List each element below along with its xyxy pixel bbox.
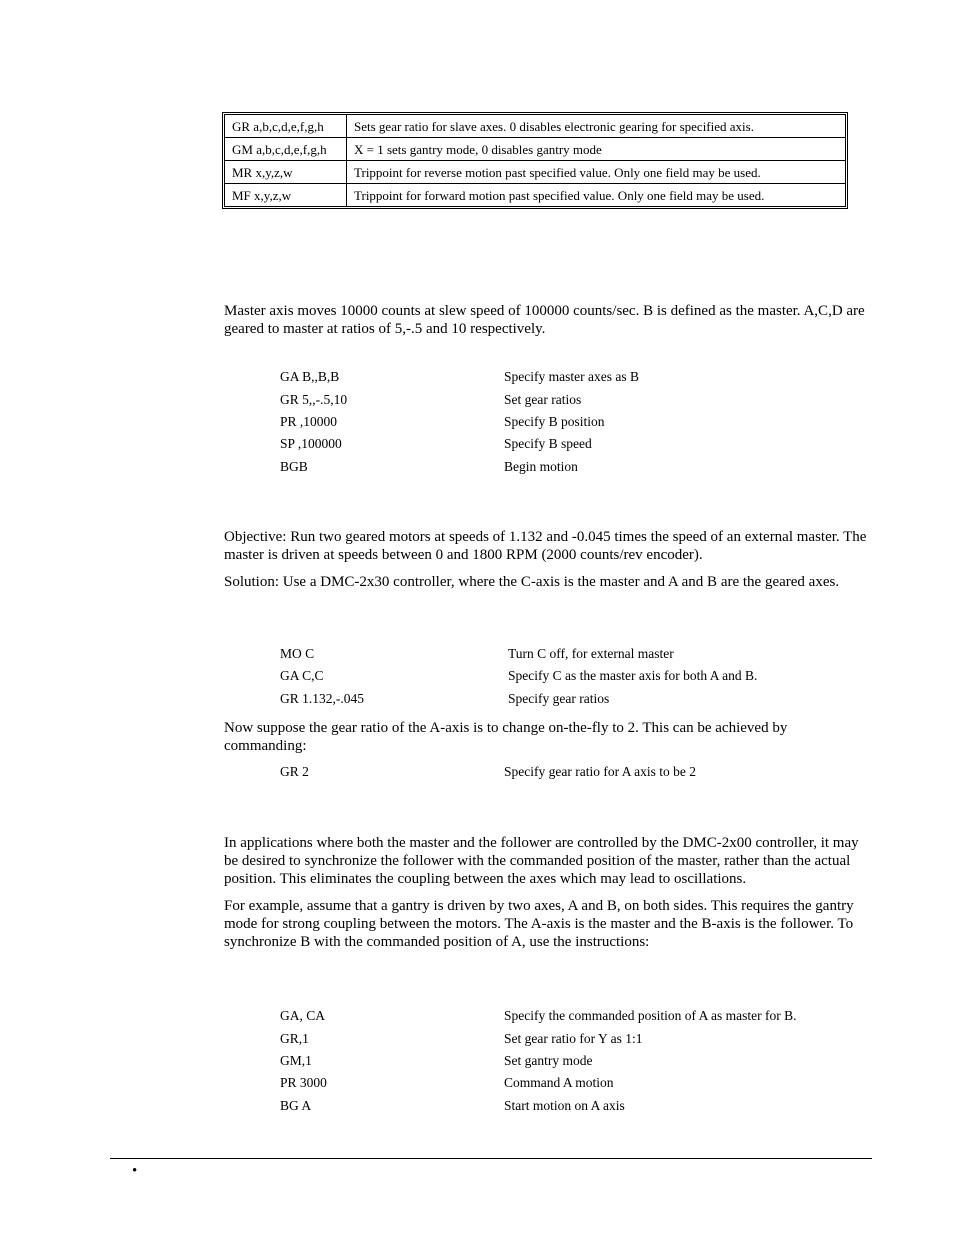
code-command: PR 3000 [280,1075,327,1090]
command-cell: MF x,y,z,w [225,184,347,207]
code-command: GM,1 [280,1053,312,1068]
description-cell: Trippoint for reverse motion past specified value. Only one field may be used. [347,161,846,184]
code-command: SP ,100000 [280,436,342,451]
code-comment: Command A motion [504,1075,614,1090]
command-cell: GR a,b,c,d,e,f,g,h [225,115,347,138]
footer-divider [110,1158,872,1159]
code-command: BGB [280,459,308,474]
example3-paragraph: In applications where both the master and the follower are controlled by the DMC-2x00 controller, it may be desired to synchronize the follower with the commanded position of the master, rather than the actual position. This eliminates the coupling between the axes which may lead to oscillations. [224,835,859,887]
code-comment: Set gear ratio for Y as 1:1 [504,1031,643,1046]
code-command: MO C [280,646,315,661]
example3-paragraph: For example, assume that a gantry is driven by two axes, A and B, on both sides. This requires the gantry mode for strong coupling between the motors. The A-axis is the master and the B-axis is the follower. To synchronize B with the commanded position of A, use the instructions: [224,898,854,950]
example2-followup: Now suppose the gear ratio of the A-axis is to change on-the-fly to 2. This can be achieved by commanding: [224,720,788,754]
code-comment: Set gear ratios [504,392,582,407]
code-command: BG A [280,1098,312,1113]
code-command: GA, CA [280,1008,326,1023]
code-command: GA B,,B,B [280,369,340,384]
example2-objective: Objective: Run two geared motors at speeds of 1.132 and -0.045 times the speed of an external master. The master is driven at speeds between 0 and 1800 RPM (2000 counts/rev encoder). [224,529,867,563]
command-table [222,112,848,209]
description-cell: Sets gear ratio for slave axes. 0 disables electronic gearing for specified axis. [347,115,846,138]
code-comment: Specify gear ratios [508,691,610,706]
code-command: GR 2 [280,764,309,779]
code-comment: Set gantry mode [504,1053,593,1068]
description-cell: X = 1 sets gantry mode, 0 disables gantry mode [347,138,846,161]
command-cell: GM a,b,c,d,e,f,g,h [225,138,347,161]
footer-bullet: • [132,1163,138,1179]
code-command: GR 5,,-.5,10 [280,392,348,407]
example2-solution: Solution: Use a DMC-2x30 controller, where the C-axis is the master and A and B are the geared axes. [224,574,840,590]
code-comment: Specify master axes as B [504,369,639,384]
code-comment: Turn C off, for external master [508,646,674,661]
description-cell: Trippoint for forward motion past specified value. Only one field may be used. [347,184,846,207]
code-comment: Specify C as the master axis for both A and B. [508,668,758,683]
code-command: PR ,10000 [280,414,338,429]
code-comment: Specify B position [504,414,605,429]
code-comment: Specify the commanded position of A as master for B. [504,1008,797,1023]
table-row [225,115,846,138]
code-comment: Specify gear ratio for A axis to be 2 [504,764,696,779]
code-comment: Specify B speed [504,436,592,451]
table-row [225,138,846,161]
example1-intro: Master axis moves 10000 counts at slew speed of 100000 counts/sec. B is defined as the master. A,C,D are geared to master at ratios of 5,-.5 and 10 respectively. [224,303,865,337]
code-comment: Start motion on A axis [504,1098,625,1113]
code-comment: Begin motion [504,459,578,474]
table-row [225,184,846,207]
table-row [225,161,846,184]
code-command: GA C,C [280,668,324,683]
code-command: GR,1 [280,1031,309,1046]
command-cell: MR x,y,z,w [225,161,347,184]
code-command: GR 1.132,-.045 [280,691,364,706]
